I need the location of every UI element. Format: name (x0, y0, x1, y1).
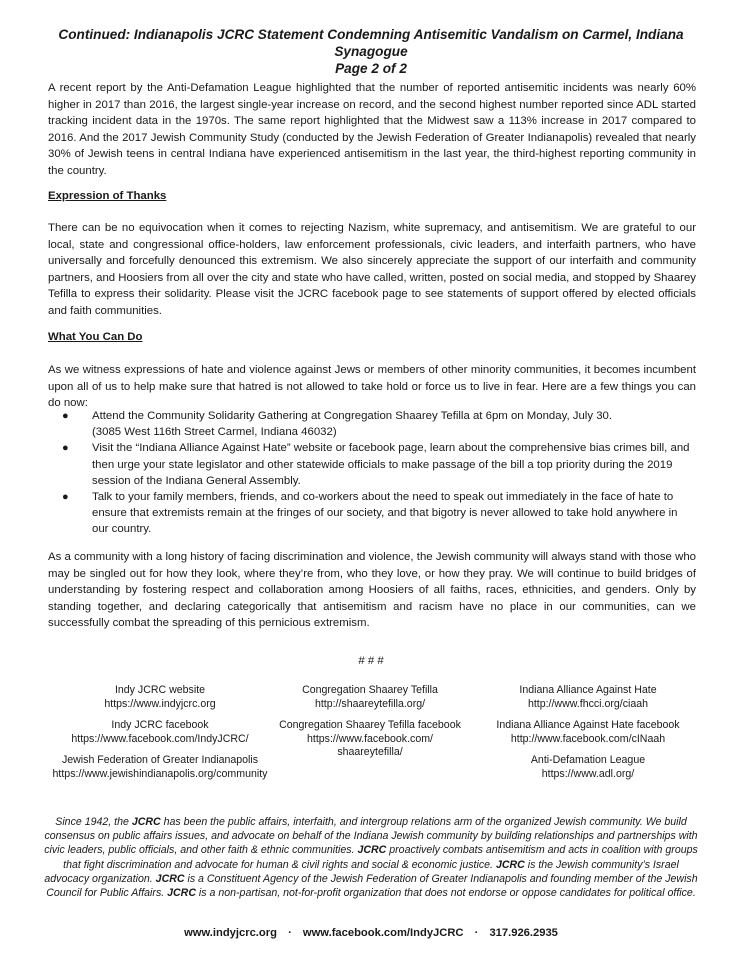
about-text: proactively combats antisemitism and acts in coalition with groups that fight discrimination and advocate for human & civil rights and social & economic justice. (63, 844, 698, 871)
link-entry-alliance-facebook (468, 719, 708, 746)
link-url[interactable]: https://www.indyjcrc.org (104, 697, 216, 710)
footer-separator: · (474, 927, 479, 939)
link-name: Indy JCRC website (114, 684, 206, 696)
what-you-can-do-heading: What You Can Do (48, 331, 143, 343)
link-url-continued[interactable]: shaareytefilla/ (337, 746, 403, 759)
link-url[interactable]: https://www.facebook.com/ (306, 732, 433, 745)
bullet-icon: ● (62, 410, 69, 422)
about-text: Since 1942, the (55, 816, 132, 828)
link-name: Congregation Shaarey Tefilla facebook (279, 719, 461, 732)
action-item-text: Attend the Community Solidarity Gathering at Congregation Shaarey Tefilla at 6pm on Monday, July 30. (92, 410, 613, 422)
link-url[interactable]: http://www.fhcci.org/ciaah (527, 697, 649, 710)
link-name: Anti-Defamation League (530, 754, 646, 767)
title-line-2: Page 2 of 2 (335, 61, 407, 76)
intro-paragraph: A recent report by the Anti-Defamation League highlighted that the number of reported antisemitic incidents was nearly 60% higher in 2017 than 2016, the largest single-year increase on record, and the second highest number reported since ADL started tracking incident data in the 1970s. The same report highlighted that the Midwest saw a 113% increase in 2017 compared to 2016. And the 2017 Jewish Community Study (conducted by the Jewish Federation of Greater Indianapolis) revealed that nearly 30% of Jewish teens in central Indiana have experienced antisemitism in the last year, the third-highest reporting community in the country. (48, 82, 696, 177)
link-name: Indiana Alliance Against Hate facebook (496, 719, 680, 732)
about-jcrc-bold: JCRC (155, 872, 185, 885)
action-item-gathering (48, 408, 696, 440)
link-name: Congregation Shaarey Tefilla (302, 684, 438, 696)
about-text: is a Constituent Agency of the Jewish Federation of Greater Indianapolis and founding member of the Jewish Council for Public Affairs. (46, 872, 698, 900)
footer-phone[interactable]: 317.926.2935 (489, 927, 558, 939)
footer-facebook-link[interactable]: www.facebook.com/IndyJCRC (302, 927, 464, 939)
links-column-2 (250, 684, 490, 768)
bullet-icon: ● (62, 491, 69, 504)
footer-website-link[interactable]: www.indyjcrc.org (184, 927, 277, 939)
link-url[interactable]: https://www.facebook.com/IndyJCRC/ (71, 732, 249, 745)
action-item-alliance (48, 440, 696, 489)
about-jcrc-bold: JCRC (131, 816, 161, 828)
action-item-text: Visit the “Indiana Alliance Against Hate” website or facebook page, learn about the comprehensive bias crimes bill, and then urge your state legislator and other statewide officials to make passage of the bill a top priority during the 2019 session of the Indiana General Assembly. (92, 442, 690, 487)
link-name: Jewish Federation of Greater Indianapolis (61, 754, 259, 767)
thanks-paragraph: There can be no equivocation when it comes to rejecting Nazism, white supremacy, and antisemitism. We are grateful to our local, state and congressional office-holders, law enforcement professionals, civic leaders, and interfaith partners, who have universally and forcefully denounced this extremism. We also sincerely appreciate the support of our interfaith and community partners, and Hoosiers from all over the city and state who have called, written, posted on social media, and stopped by Shaarey Tefilla to express their solidarity. Please visit the JCRC facebook page to see statements of support offered by elected officials and faith communities. (48, 222, 696, 317)
link-entry-jcrc-facebook (40, 719, 280, 746)
section-divider-hashes: # # # (358, 655, 384, 667)
title-line-1: Continued: Indianapolis JCRC Statement Condemning Antisemitic Vandalism on Carmel, Indiana Synagogue (58, 27, 684, 59)
link-entry-federation (40, 754, 280, 781)
link-url[interactable]: http://shaareytefilla.org/ (314, 697, 426, 710)
link-entry-jcrc-website (40, 684, 280, 711)
links-column-3 (468, 684, 708, 790)
link-entry-adl (468, 754, 708, 781)
about-text: is the Jewish community’s Israel advocacy organization. (44, 858, 679, 885)
link-name: Indiana Alliance Against Hate (519, 684, 657, 696)
footer-separator: · (288, 927, 292, 939)
link-url[interactable]: https://www.adl.org/ (541, 767, 635, 780)
about-jcrc-bold: JCRC (357, 844, 387, 857)
link-entry-alliance-website (468, 684, 708, 711)
bullet-icon: ● (62, 442, 69, 455)
link-url[interactable]: http://www.facebook.com/cINaah (510, 732, 666, 745)
about-text: is a non-partisan, not-for-profit organization that does not endorse or oppose candidates for political office. (195, 887, 696, 900)
action-list (48, 408, 696, 538)
about-text: has been the public affairs, interfaith, and intergroup relations arm of the organized Jewish community. We build consensus on public affairs issues, and advocate on behalf of the Indiana Jewish community by building relationships and partnerships with civic leaders, public officials, and other faith & ethnic communities. (44, 816, 698, 857)
link-entry-shaarey-tefilla-facebook (250, 719, 490, 760)
action-item-talk (48, 489, 696, 538)
link-url[interactable]: https://www.jewishindianapolis.org/community (52, 767, 268, 780)
what-you-can-do-intro: As we witness expressions of hate and violence against Jews or members of other minority communities, it becomes incumbent upon all of us to help make sure that hatred is not allowed to take hold or force us to live in fear. Here are a few things you can do now: (48, 364, 696, 409)
footer-contact-line (0, 927, 742, 939)
link-name: Indy JCRC facebook (111, 719, 209, 732)
links-column-1 (40, 684, 280, 790)
action-item-address: (3085 West 116th Street Carmel, Indiana 46032) (92, 426, 337, 439)
closing-paragraph: As a community with a long history of facing discrimination and violence, the Jewish community will always stand with those who may be singled out for how they look, where they’re from, who they love, or how they pray. We will continue to build bridges of understanding by fostering respect and collaboration among Hoosiers of all faiths, races, ethnicities, and genders. Only by standing together, and declaring categorically that antisemitism and racism have no place in our communities, can we successfully combat the spreading of this pernicious extremism. (48, 551, 696, 629)
about-jcrc-bold: JCRC (167, 887, 196, 900)
about-jcrc-bold: JCRC (495, 858, 525, 871)
link-entry-shaarey-tefilla (250, 684, 490, 711)
page-title (20, 26, 722, 77)
about-jcrc-paragraph (40, 815, 702, 900)
action-item-text: Talk to your family members, friends, and co-workers about the need to speak out immediately in the face of hate to ensure that extremists remain at the fringes of our society, and that bigotry is never allowed to take hold anywhere in our country. (92, 491, 678, 536)
thanks-heading: Expression of Thanks (48, 190, 167, 202)
